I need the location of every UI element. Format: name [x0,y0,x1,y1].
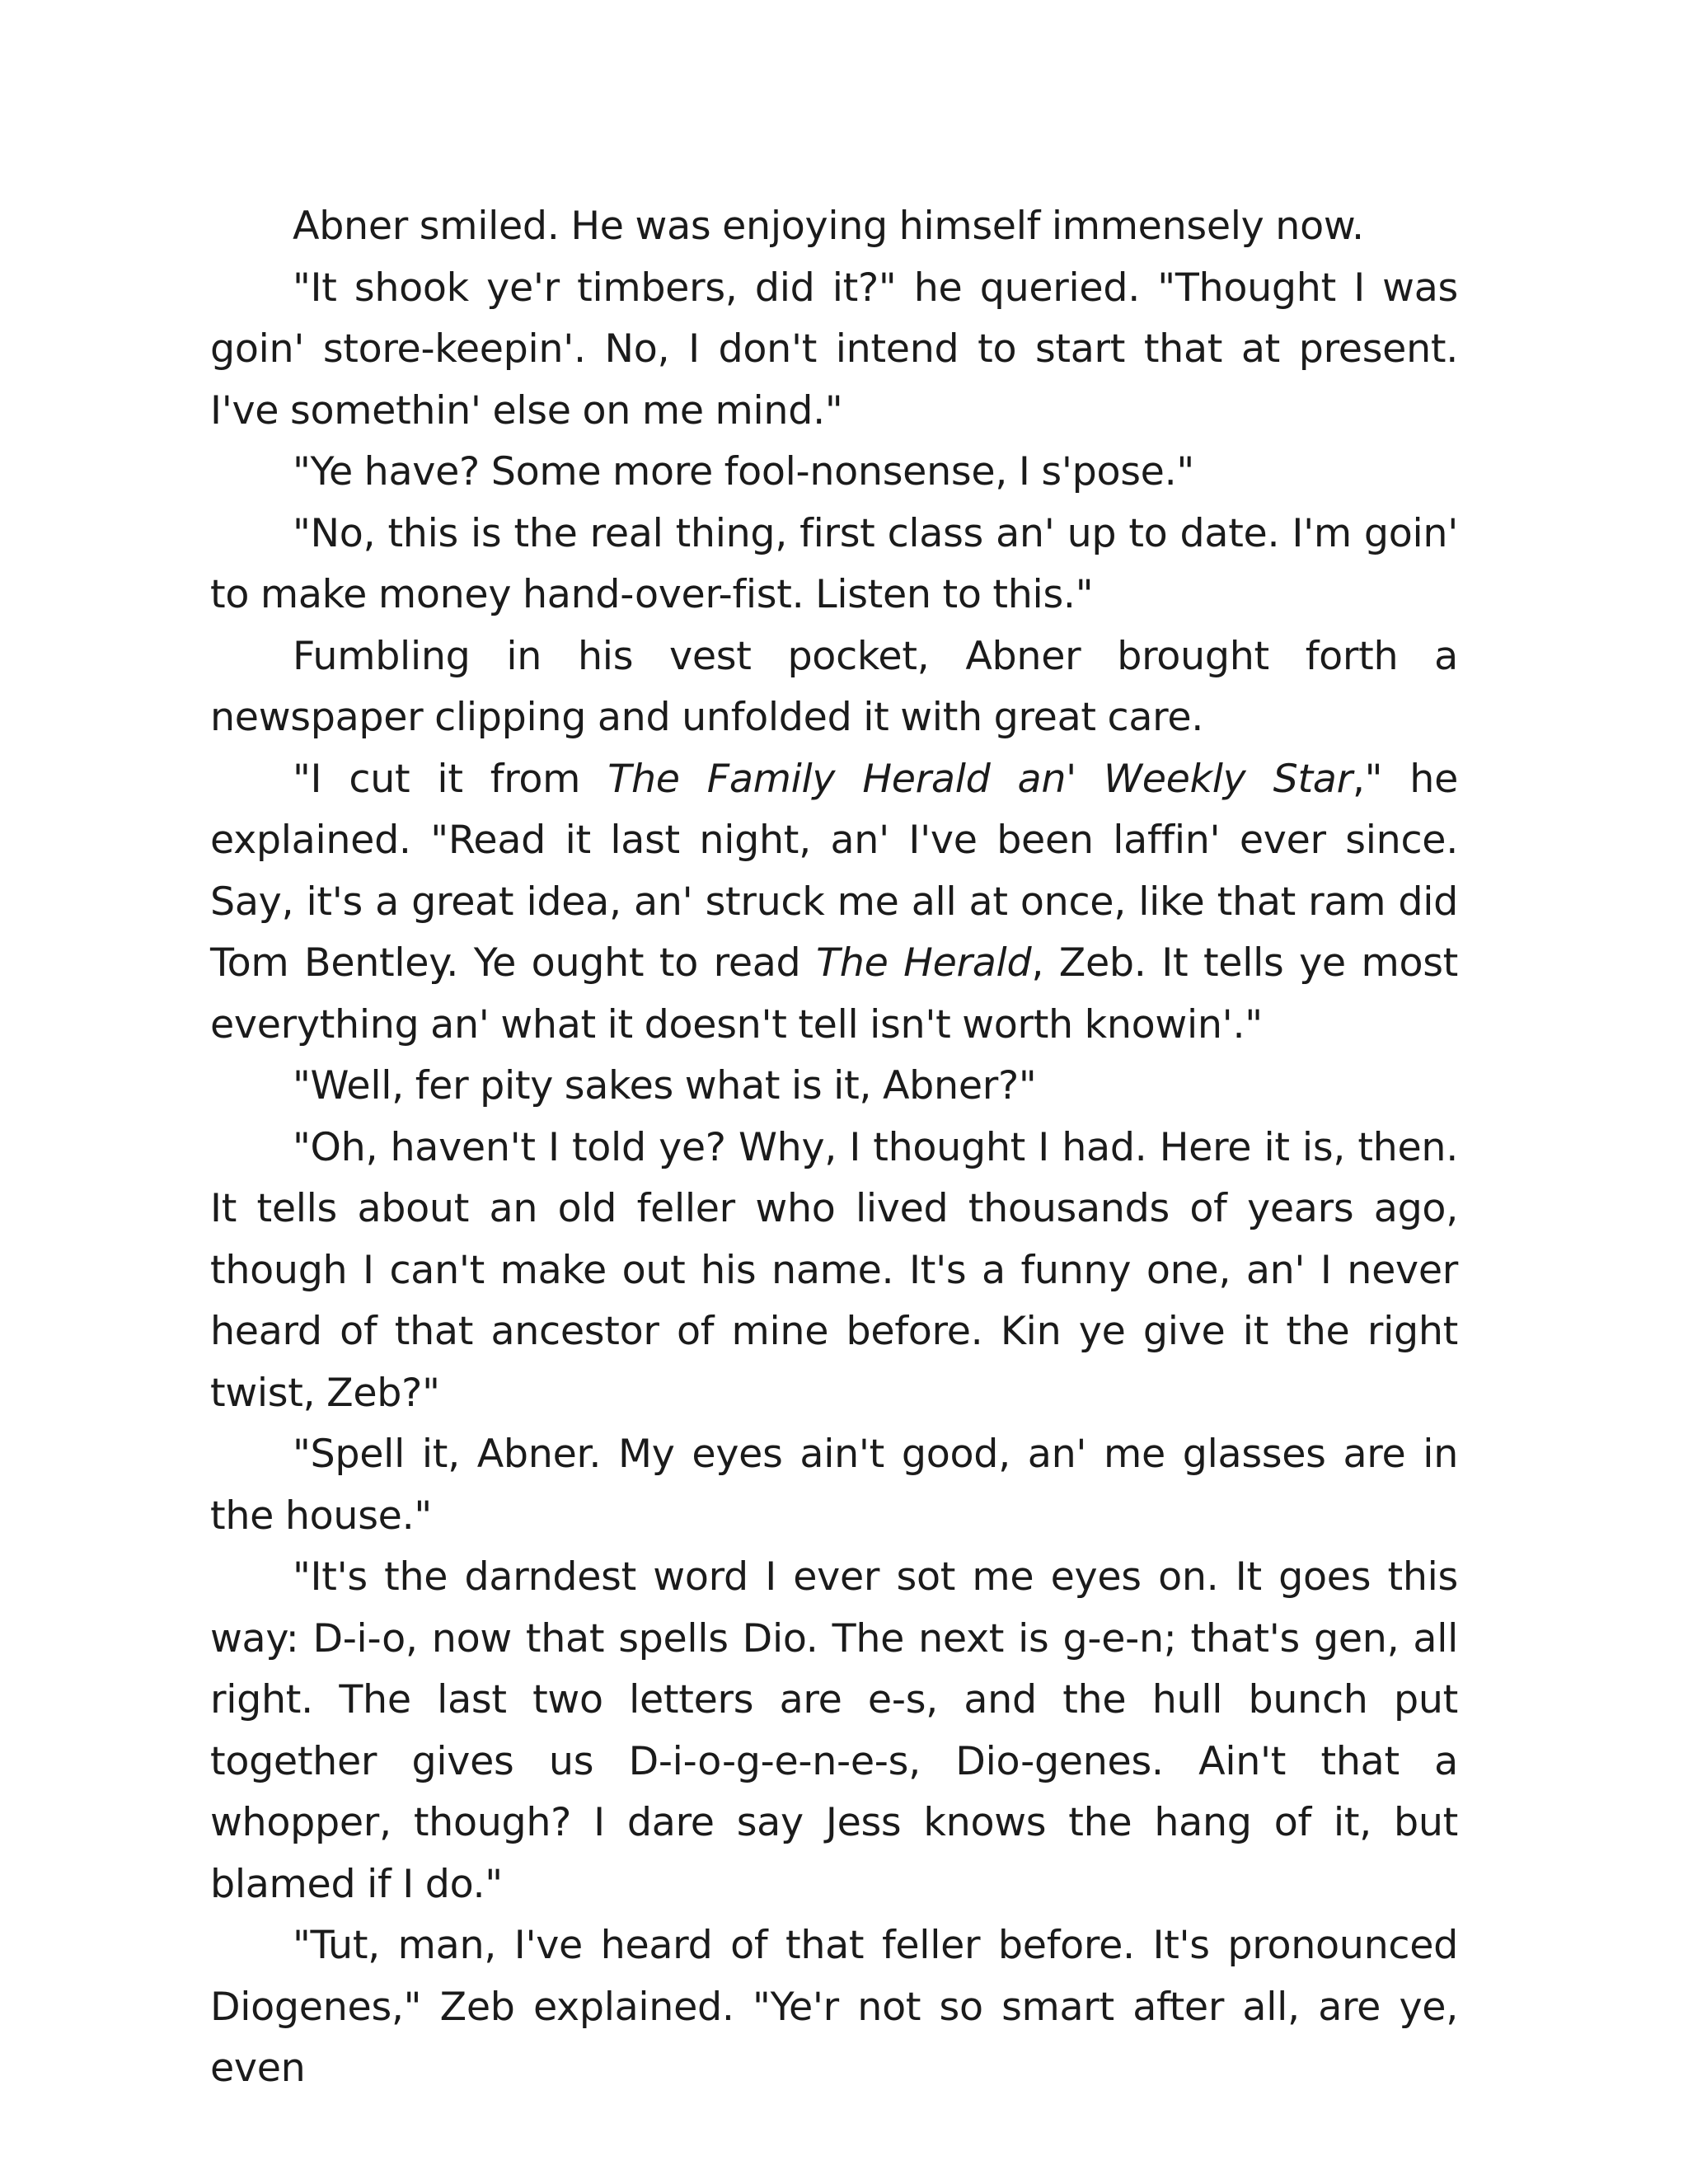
paragraph [210,1118,1458,1425]
text-run: "Ye have? Some more fool-nonsense, I s'pose." [293,449,1194,494]
text-run: , Zeb. It tells ye most everything an' what it doesn't tell isn't worth knowin'." [210,940,1458,1047]
text-run: "Tut, man, I've heard of that feller before. It's pronounced Diogenes," Zeb explained. "Ye'r not so smart after all, are ye, even [210,1923,1458,2091]
paragraph [210,1424,1458,1547]
text-run: Fumbling in his vest pocket, Abner brought forth a newspaper clipping and unfolded it with great care. [210,633,1458,740]
paragraph [210,1915,1458,2100]
italic-title: The Family Herald an' Weekly Star [607,756,1353,802]
text-run: ," he explained. "Read it last night, an' I've been laffin' ever since. Say, it's a great idea, an' struck me all at once, like that ram did Tom Bentley. Ye ought to read [210,756,1459,986]
paragraph [210,258,1458,443]
paragraph [210,749,1458,1057]
text-run: "Oh, haven't I told ye? Why, I thought I had. Here it is, then. It tells about an old feller who lived thousands of years ago, though I can't make out his name. It's a funny one, an' I never heard of that ancestor of mine before. Kin ye give it the right twist, Zeb?" [210,1124,1458,1416]
text-run: "I cut it from [293,756,608,802]
paragraph [210,442,1458,504]
text-run: "Spell it, Abner. My eyes ain't good, an' me glasses are in the house." [210,1432,1458,1539]
italic-title: The Herald [816,940,1032,986]
paragraph [210,1056,1458,1118]
text-run: Abner smiled. He was enjoying himself immensely now. [293,204,1364,249]
text-run: "It's the darndest word I ever sot me eyes on. It goes this way: D-i-o, now that spells Dio. The next is g-e-n; that's gen, all right. The last two letters are e-s, and the hull bunch put together gives us D-i-o-g-e-n-e-s, Dio-genes. Ain't that a whopper, though? I dare say Jess knows the hang of it, but blamed if I do." [210,1554,1458,1907]
paragraph [210,626,1458,749]
book-page-text [210,196,1458,2100]
paragraph [210,1547,1458,1915]
text-run: "No, this is the real thing, first class an' up to date. I'm goin' to make money hand-over-fist. Listen to this." [210,510,1458,617]
text-run: "Well, fer pity sakes what is it, Abner?" [293,1063,1037,1108]
text-run: "It shook ye'r timbers, did it?" he queried. "Thought I was goin' store-keepin'. No, I don't intend to start that at present. I've somethin' else on me mind." [210,265,1458,434]
paragraph [210,504,1458,626]
paragraph [210,196,1458,258]
